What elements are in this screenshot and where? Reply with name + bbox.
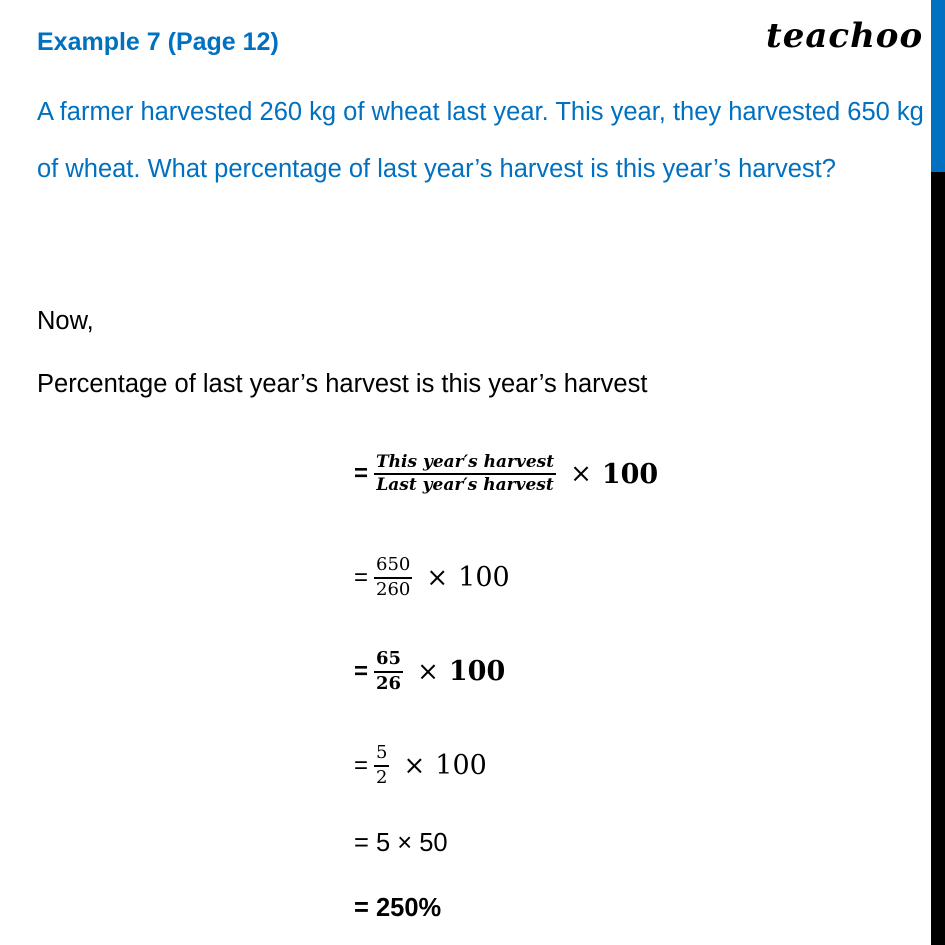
- numerator: 5: [374, 742, 389, 767]
- denominator: 2: [376, 766, 388, 788]
- equation-step-4: [354, 742, 487, 789]
- teachoo-logo: teachoo: [766, 16, 924, 56]
- equation-step-5: = 5 × 50: [354, 829, 448, 857]
- example-title: Example 7 (Page 12): [37, 28, 279, 56]
- multiplier: 100: [458, 562, 510, 593]
- equals-sign: =: [354, 657, 369, 685]
- multiply-sign: ×: [417, 656, 439, 687]
- fraction: [374, 554, 412, 601]
- numerator: This year′s harvest: [374, 452, 556, 475]
- equation-step-1: [354, 452, 658, 497]
- multiplier: 100: [601, 458, 659, 490]
- equals-sign: =: [354, 460, 369, 488]
- solution-intro: Now,: [37, 307, 94, 335]
- numerator: 65: [374, 648, 403, 673]
- multiply-sign: ×: [426, 562, 449, 593]
- numerator: 650: [374, 554, 412, 579]
- equation-step-3: [354, 648, 505, 695]
- fraction: [374, 742, 389, 789]
- multiplier: 100: [448, 656, 506, 687]
- final-answer: = 250%: [354, 894, 442, 922]
- solution-statement: Percentage of last year’s harvest is this year’s harvest: [37, 370, 648, 398]
- equals-sign: =: [354, 751, 369, 779]
- equals-sign: =: [354, 563, 369, 591]
- multiplier: 100: [435, 750, 487, 781]
- denominator: 260: [376, 578, 411, 600]
- denominator: Last year′s harvest: [376, 475, 554, 496]
- multiply-sign: ×: [570, 459, 592, 490]
- side-accent-bar-black: [931, 172, 945, 945]
- side-accent-bar-blue: [931, 0, 945, 172]
- fraction: [374, 452, 556, 497]
- multiply-sign: ×: [403, 750, 426, 781]
- equation-step-2: [354, 554, 510, 601]
- question-text: A farmer harvested 260 kg of wheat last year. This year, they harvested 650 kg of wheat. What percentage of last year’s harvest is this year’s harvest?: [37, 98, 924, 183]
- denominator: 26: [376, 672, 402, 694]
- fraction: [374, 648, 403, 695]
